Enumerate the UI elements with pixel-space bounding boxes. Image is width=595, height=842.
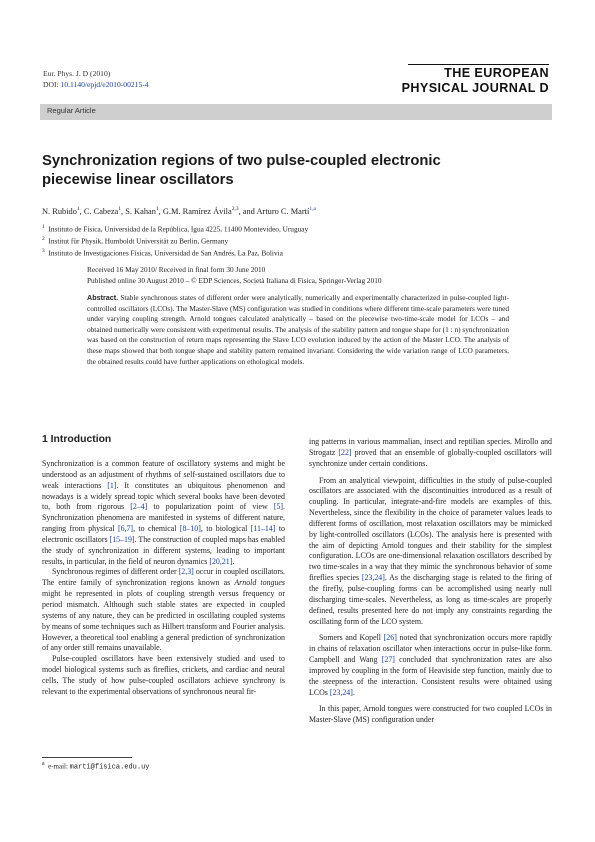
citation-link[interactable]: [26] <box>383 633 397 643</box>
body-text: concluded that synchronization rates are also improved by coupling in the form of Heaviside step function, mainly due to the steepness of the interaction. Consistent results were obtained using LCOs <box>309 655 553 697</box>
abstract-label: Abstract. <box>87 293 119 302</box>
body-text: Arnold tongues <box>234 578 285 588</box>
body-text: . Synchronization phenomena are manifested in systems of different nature, ranging from physical <box>42 502 285 534</box>
body-text: Synchronization is a common feature of oscillatory systems and might be understood as an adjustment of rhythms of self-sustained oscillators due to weak interactions <box>42 459 285 490</box>
section-heading <box>42 434 111 445</box>
author-name: C. Cabeza <box>83 206 119 216</box>
body-text: From an analytical viewpoint, difficulties in the study of pulse-coupled oscillators are associated with the discontinuities introduced as a result of coupling. In particular, integrate-and-fire models are examples of this. Nevertheless, since the flexibility in the choice of parameter values leads to different forms of oscillation, most relaxation oscillators may be mimicked by light-controlled oscillators (LCOs). The analysis here is presented with the aim of depicting Arnold tongues and their stability for the simplest configuration. LCOs are one-dimensional relaxation oscillators described by two time-scales in a way that they mimic the synchronous behavior of some fireflies species <box>309 475 552 583</box>
journal-title-line-1: THE EUROPEAN <box>444 66 549 80</box>
author-name: N. Rubido <box>42 206 77 216</box>
body-paragraph <box>309 476 552 628</box>
citation-link[interactable]: [1] <box>107 480 117 490</box>
affiliation <box>42 248 283 257</box>
journal-info <box>43 68 149 90</box>
citation-link[interactable]: [5] <box>273 502 284 512</box>
body-text: occur in coupled oscillators. The entire family of synchronization regions known as <box>42 567 286 588</box>
body-paragraph <box>42 459 285 567</box>
journal-citation: Eur. Phys. J. D (2010) <box>43 69 111 78</box>
footnote-label: e-mail: <box>48 762 70 771</box>
right-column <box>309 437 552 726</box>
journal-title-rule <box>408 64 549 65</box>
journal-title-line-2: PHYSICAL JOURNAL D <box>401 81 549 95</box>
affiliation-number: 3 <box>42 248 45 254</box>
body-text: . As the discharging stage is related to the firing of the firefly, pulse-coupling forms can be accomplished using nearly null discharging time-scales. Nevertheless, as long as time-scales are properly defined, results presented here do not imply any constraints regarding the oscillating form of the LCO system. <box>309 573 552 626</box>
affiliation-text: Institut für Physik, Humboldt Universität zu Berlin, Germany <box>48 236 229 246</box>
citation-link[interactable]: [6,7] <box>117 524 134 534</box>
article-type-band <box>40 104 552 120</box>
body-text: Synchronous regimes of different order <box>52 567 179 577</box>
journal-title <box>402 66 549 96</box>
body-text: might be represented in plots of coupling strength versus frequency or period mismatch. Although such stable states are expected in coupled systems of any nature, they can be predicted in oscillating coupled systems by means of some techniques such as Hilbert transform and Fourier analysis. However, a theoretical tool enabling a general prediction of synchronization of any order still remains unavailable. <box>42 589 285 653</box>
author-name: S. Kahan <box>125 206 156 216</box>
abstract-text: Stable synchronous states of different order were analytically, numerically and experimentally characterized in pulse-coupled light-controlled oscillators (LCOs). The Master-Slave (MS) configuration was studied in conditions where different time-scale parameters were tuned under varying coupling strength. Arnold tongues calculated analytically – based on the piecewise two-time-scale model for LCOs – and obtained numerically were consistent with experimental results. The analysis of the stability pattern and tongue shape for (1 : n) synchronization was based on the construction of return maps representing the Slave LCO evolution induced by the action of the Master LCO. The analysis of these maps showed that both tongue shape and stability pattern remained invariant. Considering the wide variation range of LCO parameters, the obtained results could have further applications on ethological models. <box>87 293 509 366</box>
section-number: 1 <box>42 434 48 445</box>
citation-link[interactable]: [15–19] <box>109 534 135 544</box>
body-text: . <box>352 687 355 697</box>
doi-line <box>43 79 149 90</box>
body-paragraph <box>309 437 552 470</box>
section-title: Introduction <box>50 434 112 445</box>
body-paragraph <box>42 567 285 654</box>
body-text: proved that an ensemble of globally-coupled oscillators will synchronize under certain conditions. <box>309 447 552 468</box>
citation-link[interactable]: [2–4] <box>130 502 148 512</box>
footnote-rule <box>42 757 132 758</box>
affiliation-text: Instituto de Investigaciones Físicas, Universidad de San Andrés, La Paz, Bolivia <box>48 248 283 258</box>
affiliation-number: 1 <box>42 224 45 230</box>
author-affiliation-mark: 1 <box>155 206 159 212</box>
left-column <box>42 459 285 698</box>
citation-link[interactable]: [8–10] <box>179 524 201 534</box>
author-list: N. Rubido$^1$, C. Cabeza$^1$, S. Kahan$^1$, G.M. Ramírez Ávila$^{2,3}$, and Arturo C. Martí$^{1,a}$ <box>42 206 316 216</box>
citation-link[interactable]: [11–14] <box>250 524 276 534</box>
body-text: , to biological <box>200 524 251 534</box>
citation-link[interactable]: [23,24] <box>329 687 353 697</box>
body-text: . <box>232 556 235 566</box>
author-name: Arturo C. Martí <box>256 206 310 216</box>
citation-link[interactable]: [22] <box>338 447 352 457</box>
affiliation-text: Instituto de Física, Universidad de la República, Igua 4225, 11400 Montevideo, Uruguay <box>48 224 309 234</box>
body-text: , to chemical <box>133 524 180 534</box>
email-link[interactable]: marti@fisica.edu.uy <box>69 763 150 772</box>
affiliation-number: 2 <box>42 236 45 242</box>
affiliation <box>42 224 308 233</box>
body-text: In this paper, Arnold tongues were constructed for two coupled LCOs in Master-Slave (MS) configuration under <box>309 704 552 725</box>
published-date: Published online 30 August 2010 – © EDP Sciences, Società Italiana di Fisica, Springer-Verlag 2010 <box>87 276 382 285</box>
article-type: Regular Article <box>47 106 96 115</box>
author-affiliation-mark: 1,a <box>309 206 316 212</box>
body-paragraph <box>42 654 285 697</box>
body-text: to electronic oscillators <box>42 524 285 544</box>
citation-link[interactable]: [20,21] <box>209 556 233 566</box>
affiliation <box>42 236 228 245</box>
doi-link[interactable]: 10.1140/epjd/e2010-00215-4 <box>60 80 149 89</box>
body-text: . The construction of coupled maps has enabled the study of synchronization in different systems, leading to important results, in particular, in the field of neuron dynamics <box>42 534 285 566</box>
received-date: Received 16 May 2010/ Received in final form 30 June 2010 <box>87 265 266 274</box>
body-text: to popularization point of view <box>147 502 274 512</box>
abstract <box>87 293 509 367</box>
body-text: noted that synchronization occurs more rapidly in chains of relaxation oscillator when interactions occur in pulse-like form. Campbell and Wang <box>309 633 552 665</box>
body-paragraph <box>309 633 552 698</box>
body-text: Pulse-coupled oscillators have been extensively studied and used to model biological systems such as fireflies, crickets, and cardiac and neural cells. The study of how pulse-coupled oscillators achieve synchrony is relevant to the experimental observations of synchronous neural fir- <box>42 654 285 696</box>
author-name: G.M. Ramírez Ávila <box>162 206 232 216</box>
footnote-mark: a <box>42 761 45 767</box>
footnote <box>42 761 150 771</box>
author-affiliation-mark: 1 <box>76 206 80 212</box>
author-affiliation-mark: 1 <box>118 206 122 212</box>
body-paragraph <box>309 704 552 726</box>
citation-link[interactable]: [23,24] <box>361 573 385 583</box>
citation-link[interactable]: [27] <box>381 655 395 665</box>
body-text: Somers and Kopell <box>319 633 384 643</box>
paper-title: Synchronization regions of two pulse-coupled electronic piecewise linear oscillators <box>42 153 441 188</box>
body-text: . It constitutes an ubiquitous phenomenon and nowadays is a widely spread topic which several books have been devoted to, both from rigorous <box>42 480 285 512</box>
author-affiliation-mark: 2,3 <box>231 206 239 212</box>
body-text: ing patterns in various mammalian, insect and reptilian species. Mirollo and Strogatz <box>309 437 552 457</box>
doi-prefix: DOI: <box>43 80 61 89</box>
citation-link[interactable]: [2,3] <box>178 567 194 577</box>
publication-dates <box>87 264 382 286</box>
